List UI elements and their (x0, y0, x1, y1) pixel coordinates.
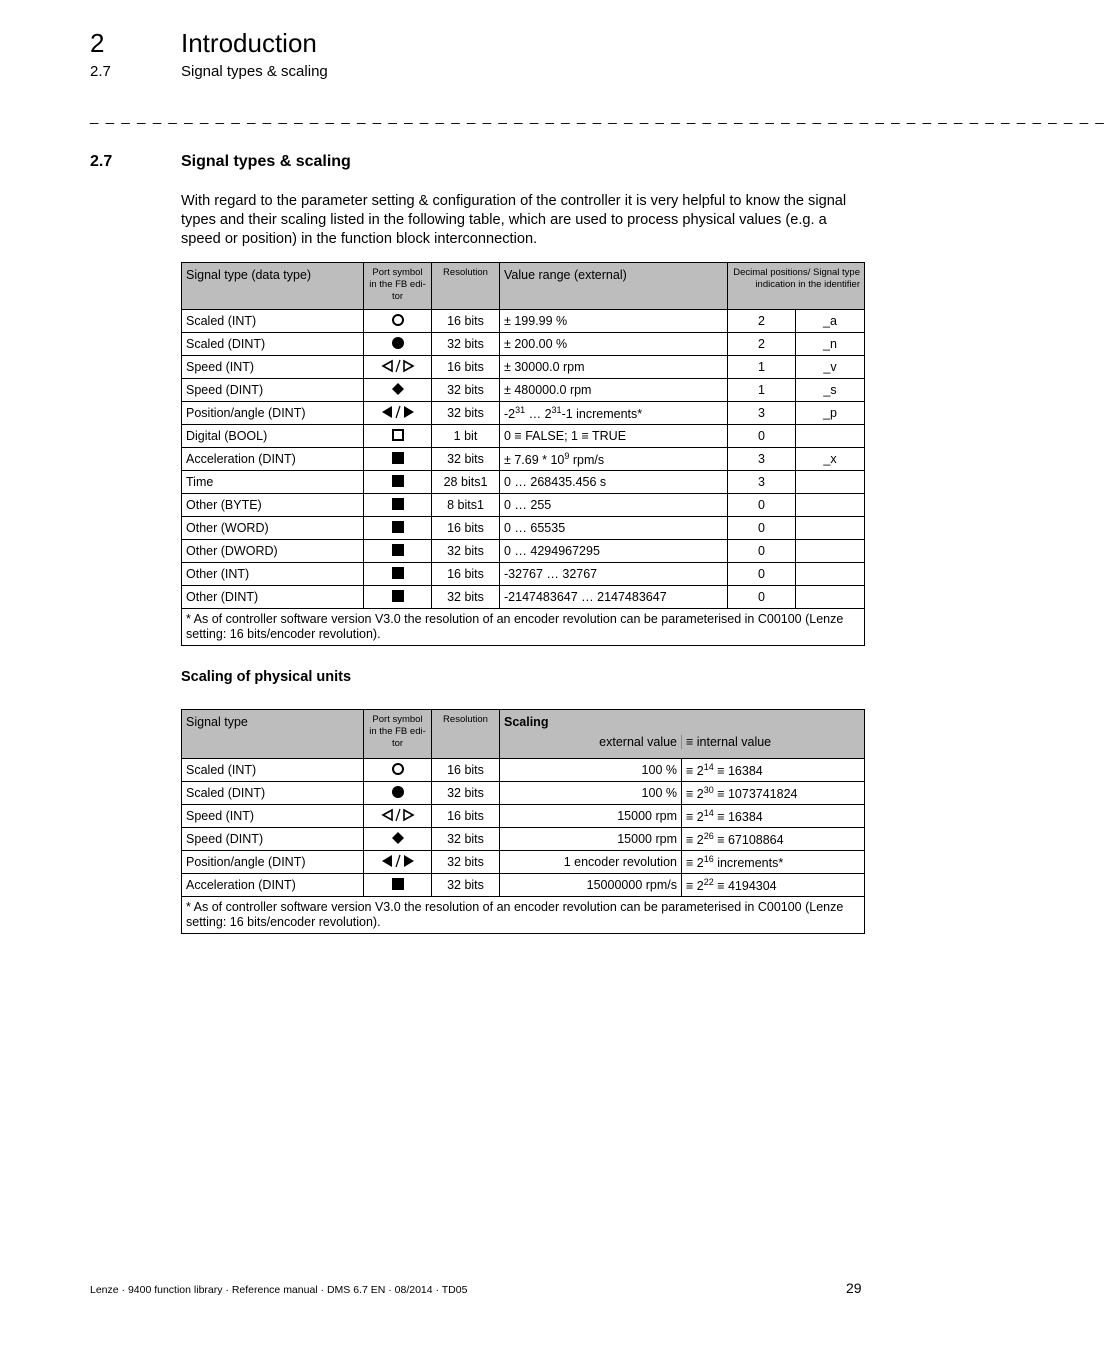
decimal-positions-cell: 1 (728, 379, 796, 402)
table-row (182, 448, 865, 471)
table-row (182, 379, 865, 402)
square-filled-icon (391, 589, 405, 606)
port-symbol-cell (364, 425, 432, 448)
triangles-open-icon (381, 808, 415, 825)
signal-type-cell: Time (182, 471, 364, 494)
decimal-positions-cell: 3 (728, 448, 796, 471)
table-row (182, 828, 865, 851)
resolution-cell: 16 bits (432, 356, 500, 379)
port-symbol-cell (364, 805, 432, 828)
port-symbol-cell (364, 471, 432, 494)
port-symbol-cell (364, 782, 432, 805)
resolution-cell: 1 bit (432, 425, 500, 448)
triangles-filled-icon (381, 854, 415, 871)
resolution-cell: 32 bits (432, 540, 500, 563)
resolution-cell: 32 bits (432, 402, 500, 425)
text-fragment: -1 increments* (561, 407, 643, 422)
identifier-cell (796, 517, 865, 540)
signal-type-cell: Digital (BOOL) (182, 425, 364, 448)
col-header-scaling (500, 710, 865, 759)
port-symbol-cell (364, 759, 432, 782)
superscript: 30 (703, 784, 714, 795)
port-symbol-cell (364, 448, 432, 471)
value-range-cell: 0 … 255 (500, 494, 728, 517)
square-filled-icon (391, 520, 405, 537)
page-number: 29 (846, 1280, 862, 1296)
resolution-cell: 16 bits (432, 310, 500, 333)
signal-type-cell: Scaled (INT) (182, 759, 364, 782)
text-fragment: ≡ 1073741824 (713, 787, 798, 802)
col-header-resolution: Resolution (432, 710, 500, 759)
signal-type-cell: Acceleration (DINT) (182, 874, 364, 897)
text-fragment: -2 (504, 407, 516, 422)
port-symbol-cell (364, 494, 432, 517)
internal-value-cell (682, 759, 865, 782)
running-section-number: 2.7 (90, 63, 111, 80)
identifier-cell: _x (796, 448, 865, 471)
signal-type-cell: Speed (DINT) (182, 379, 364, 402)
value-range-cell: -32767 … 32767 (500, 563, 728, 586)
text-fragment: increments* (713, 856, 784, 871)
table-row (182, 540, 865, 563)
decimal-positions-cell: 1 (728, 356, 796, 379)
circle-open-icon (391, 762, 405, 779)
external-value-cell: 15000 rpm (500, 805, 682, 828)
identifier-cell: _n (796, 333, 865, 356)
intro-paragraph: With regard to the parameter setting & configuration of the controller it is very helpful to know the signal types and their scaling listed in the following table, which are used to process physical values (e.g. a speed or position) in the function block interconnection. (181, 193, 847, 247)
square-filled-icon (391, 543, 405, 560)
port-symbol-cell (364, 828, 432, 851)
internal-value-cell (682, 874, 865, 897)
internal-value-cell (682, 782, 865, 805)
port-symbol-cell (364, 563, 432, 586)
signal-type-cell: Other (DINT) (182, 586, 364, 609)
resolution-cell: 16 bits (432, 517, 500, 540)
superscript: 14 (703, 761, 714, 772)
signal-type-cell: Other (INT) (182, 563, 364, 586)
resolution-cell: 32 bits (432, 586, 500, 609)
resolution-cell: 16 bits (432, 805, 500, 828)
diamond-icon (391, 382, 405, 399)
internal-value-cell (682, 851, 865, 874)
value-range-cell: ± 200.00 % (500, 333, 728, 356)
text-fragment: ≡ 16384 (713, 764, 763, 779)
port-symbol-cell (364, 379, 432, 402)
signal-type-cell: Speed (INT) (182, 356, 364, 379)
signal-type-cell: Other (WORD) (182, 517, 364, 540)
text-fragment: ≡ 2 (686, 856, 704, 871)
table-footnote: * As of controller software version V3.0 the resolution of an encoder revolution can be parameterised in C00100 (Lenze setting: 16 bits/encoder revolution). (182, 897, 865, 934)
square-filled-icon (391, 877, 405, 894)
value-range-cell (500, 402, 728, 425)
value-range-cell: ± 199.99 % (500, 310, 728, 333)
signal-type-cell: Speed (INT) (182, 805, 364, 828)
circle-filled-icon (391, 785, 405, 802)
text-fragment: ≡ 2 (686, 787, 704, 802)
table-row (182, 471, 865, 494)
identifier-cell (796, 471, 865, 494)
port-symbol-cell (364, 402, 432, 425)
table-row (182, 874, 865, 897)
table-row (182, 356, 865, 379)
text-fragment: ≡ 2 (686, 879, 704, 894)
port-symbol-cell (364, 874, 432, 897)
signal-type-cell: Acceleration (DINT) (182, 448, 364, 471)
resolution-cell: 28 bits1 (432, 471, 500, 494)
square-filled-icon (391, 497, 405, 514)
identifier-cell: _a (796, 310, 865, 333)
resolution-cell: 32 bits (432, 379, 500, 402)
text-fragment: rpm/s (569, 453, 605, 468)
external-value-cell: 100 % (500, 782, 682, 805)
value-range-cell (500, 448, 728, 471)
value-range-cell: 0 … 65535 (500, 517, 728, 540)
external-value-cell: 15000 rpm (500, 828, 682, 851)
resolution-cell: 32 bits (432, 851, 500, 874)
text-fragment: … 2 (525, 407, 552, 422)
external-value-cell: 100 % (500, 759, 682, 782)
scaling-label: Scaling (504, 715, 549, 729)
decimal-positions-cell: 0 (728, 425, 796, 448)
section-title: Signal types & scaling (181, 153, 351, 170)
signal-type-cell: Position/angle (DINT) (182, 851, 364, 874)
identifier-cell (796, 586, 865, 609)
table-row (182, 333, 865, 356)
text-fragment: ± 7.69 * 10 (504, 453, 565, 468)
decimal-positions-cell: 3 (728, 471, 796, 494)
square-filled-icon (391, 474, 405, 491)
value-range-cell: 0 ≡ FALSE; 1 ≡ TRUE (500, 425, 728, 448)
resolution-cell: 32 bits (432, 782, 500, 805)
table-row (182, 782, 865, 805)
superscript: 14 (703, 807, 714, 818)
scaling-heading: Scaling of physical units (181, 669, 352, 685)
port-symbol-cell (364, 586, 432, 609)
port-symbol-cell (364, 333, 432, 356)
table-row (182, 805, 865, 828)
diamond-icon (391, 831, 405, 848)
superscript: 31 (551, 404, 562, 415)
superscript: 22 (703, 876, 714, 887)
value-range-cell: 0 … 4294967295 (500, 540, 728, 563)
col-header-port-symbol: Port symbol in the FB edi-tor (364, 710, 432, 759)
section-number: 2.7 (90, 153, 113, 170)
table-row (182, 310, 865, 333)
header-divider: _ _ _ _ _ _ _ _ _ _ _ _ _ _ _ _ _ _ _ _ _ _ _ _ _ _ _ _ _ _ _ _ _ _ _ _ _ _ _ _ _ _ _ _ _ _ _ _ _ _ _ _ _ _ _ _ _ _ _ _ _ _ _ _ _ (90, 108, 1105, 125)
footer-text: Lenze · 9400 function library · Reference manual · DMS 6.7 EN · 08/2014 · TD05 (90, 1284, 468, 1296)
superscript: 31 (515, 404, 526, 415)
table-footnote: * As of controller software version V3.0 the resolution of an encoder revolution can be parameterised in C00100 (Lenze setting: 16 bits/encoder revolution). (182, 609, 865, 646)
running-section-title: Signal types & scaling (181, 63, 328, 80)
port-symbol-cell (364, 540, 432, 563)
decimal-positions-cell: 2 (728, 333, 796, 356)
value-range-cell: 0 … 268435.456 s (500, 471, 728, 494)
port-symbol-cell (364, 851, 432, 874)
internal-value-cell (682, 805, 865, 828)
identifier-cell: _v (796, 356, 865, 379)
circle-filled-icon (391, 336, 405, 353)
table-row (182, 494, 865, 517)
text-fragment: ≡ 4194304 (713, 879, 777, 894)
scaling-table (181, 709, 865, 934)
table-row (182, 563, 865, 586)
port-symbol-cell (364, 356, 432, 379)
col-header-decimal: Decimal positions/ Signal type indication in the identifier (728, 263, 865, 310)
signal-type-cell: Other (BYTE) (182, 494, 364, 517)
decimal-positions-cell: 0 (728, 540, 796, 563)
decimal-positions-cell: 2 (728, 310, 796, 333)
signal-type-cell: Scaled (DINT) (182, 333, 364, 356)
text-fragment: ≡ 67108864 (713, 833, 784, 848)
chapter-title: Introduction (181, 28, 317, 58)
identifier-cell: _p (796, 402, 865, 425)
text-fragment: ≡ 2 (686, 764, 704, 779)
value-range-cell: -2147483647 … 2147483647 (500, 586, 728, 609)
text-fragment: ≡ 2 (686, 833, 704, 848)
col-header-signal-type: Signal type (data type) (182, 263, 364, 310)
resolution-cell: 32 bits (432, 448, 500, 471)
table-row (182, 759, 865, 782)
resolution-cell: 32 bits (432, 828, 500, 851)
col-header-signal-type: Signal type (182, 710, 364, 759)
decimal-positions-cell: 0 (728, 494, 796, 517)
signal-type-cell: Other (DWORD) (182, 540, 364, 563)
col-header-port-symbol: Port symbol in the FB edi-tor (364, 263, 432, 310)
circle-open-icon (391, 313, 405, 330)
identifier-cell (796, 425, 865, 448)
text-fragment: ≡ 16384 (713, 810, 763, 825)
identifier-cell (796, 563, 865, 586)
triangles-open-icon (381, 359, 415, 376)
identifier-cell (796, 494, 865, 517)
decimal-positions-cell: 0 (728, 517, 796, 540)
resolution-cell: 16 bits (432, 563, 500, 586)
signal-type-cell: Position/angle (DINT) (182, 402, 364, 425)
triangles-filled-icon (381, 405, 415, 422)
external-value-cell: 15000000 rpm/s (500, 874, 682, 897)
superscript: 26 (703, 830, 714, 841)
value-range-cell: ± 480000.0 rpm (500, 379, 728, 402)
resolution-cell: 32 bits (432, 333, 500, 356)
square-filled-icon (391, 566, 405, 583)
chapter-number: 2 (90, 28, 105, 58)
col-header-resolution: Resolution (432, 263, 500, 310)
signal-type-cell: Speed (DINT) (182, 828, 364, 851)
table-row (182, 517, 865, 540)
text-fragment: ≡ 2 (686, 810, 704, 825)
resolution-cell: 8 bits1 (432, 494, 500, 517)
port-symbol-cell (364, 517, 432, 540)
value-range-cell: ± 30000.0 rpm (500, 356, 728, 379)
internal-value-label: ≡ internal value (681, 735, 864, 749)
superscript: 16 (703, 853, 714, 864)
decimal-positions-cell: 0 (728, 586, 796, 609)
table-row (182, 402, 865, 425)
signal-types-table (181, 262, 865, 646)
square-open-icon (391, 428, 405, 445)
external-value-cell: 1 encoder revolution (500, 851, 682, 874)
resolution-cell: 16 bits (432, 759, 500, 782)
signal-type-cell: Scaled (INT) (182, 310, 364, 333)
signal-type-cell: Scaled (DINT) (182, 782, 364, 805)
square-filled-icon (391, 451, 405, 468)
identifier-cell: _s (796, 379, 865, 402)
decimal-positions-cell: 0 (728, 563, 796, 586)
table-row (182, 851, 865, 874)
col-header-value-range: Value range (external) (500, 263, 728, 310)
table-row (182, 586, 865, 609)
port-symbol-cell (364, 310, 432, 333)
internal-value-cell (682, 828, 865, 851)
table-row (182, 425, 865, 448)
resolution-cell: 32 bits (432, 874, 500, 897)
external-value-label: external value (599, 735, 677, 749)
superscript: 9 (564, 450, 570, 461)
decimal-positions-cell: 3 (728, 402, 796, 425)
identifier-cell (796, 540, 865, 563)
